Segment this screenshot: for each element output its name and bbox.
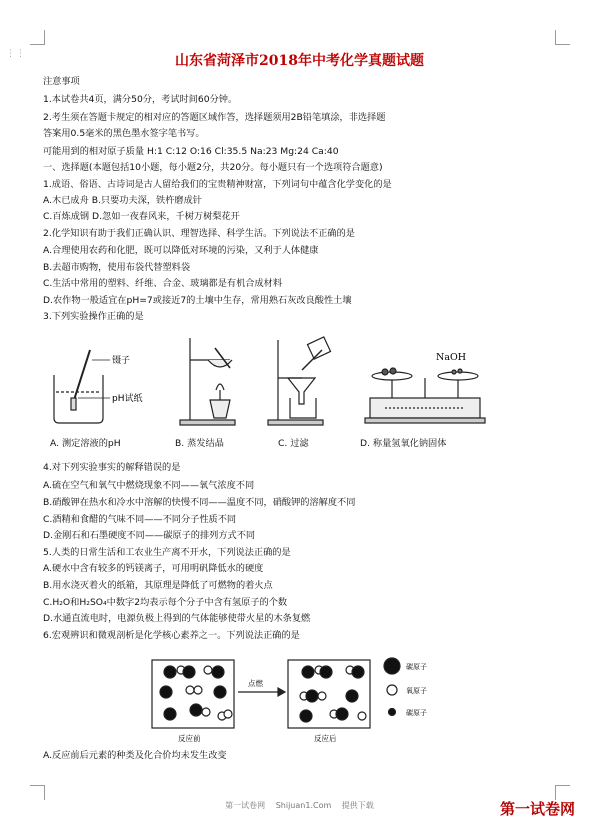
text-line: C.生活中常用的塑料、纤维、合金、玻璃都是有机合成材料 <box>43 278 283 289</box>
filtration-apparatus <box>268 337 331 425</box>
text-line: C.百炼成钢 D.忽如一夜春风来，千树万树梨花开 <box>43 211 240 222</box>
text-line: D.水通直流电时，电源负极上得到的气体能够使带火星的木条复燃 <box>43 613 311 624</box>
text-line: C.酒精和食醋的气味不同——不同分子性质不同 <box>43 514 237 525</box>
before-label: 反应前 <box>178 734 201 743</box>
legend-item: 氧原子 <box>406 687 427 695</box>
text-line: 1.成语、俗语、古诗词是古人留给我们的宝贵精神财富，下列词句中蕴含化学变化的是 <box>43 179 392 190</box>
text-line: A.木已成舟 B.只要功夫深，铁杵磨成针 <box>43 195 202 206</box>
text-line: B.用水浇灭着火的纸箱，其原理是降低了可燃物的着火点 <box>43 580 273 591</box>
text-line: B.硝酸钾在热水和冷水中溶解的快慢不同——温度不同，硝酸钾的溶解度不同 <box>43 497 356 508</box>
evaporation-apparatus <box>180 338 235 425</box>
ph-paper-label: pH试纸 <box>112 394 143 404</box>
caption-a: A. 测定溶液的pH <box>50 438 121 449</box>
text-line: 6.宏观辨识和微观剖析是化学核心素养之一。下列说法正确的是 <box>43 630 300 641</box>
ph-test-apparatus <box>54 350 110 423</box>
legend-item: 碳原子 <box>406 663 427 671</box>
text-line: A.硬水中含有较多的钙镁离子，可用明矾降低水的硬度 <box>43 563 264 574</box>
text-line: C.H₂O和H₂SO₄中数字2均表示每个分子中含有氢原子的个数 <box>43 597 288 608</box>
crop-mark-top-right <box>555 30 570 45</box>
text-line: 注意事项 <box>43 76 80 87</box>
legend <box>384 658 400 716</box>
caption-b: B. 蒸发结晶 <box>175 438 224 449</box>
drag-handle-icon[interactable]: ⋮⋮ <box>6 49 26 59</box>
naoh-label: NaOH <box>436 352 467 363</box>
text-line: D.金刚石和石墨硬度不同——碳原子的排列方式不同 <box>43 530 256 541</box>
tweezers-label: 镊子 <box>112 356 131 366</box>
text-line: 1.本试卷共4页，满分50分，考试时间60分钟。 <box>43 94 238 105</box>
reaction-diagram <box>140 652 480 747</box>
before-box <box>152 660 234 728</box>
balance-apparatus <box>365 368 485 423</box>
lab-apparatus-figure <box>40 330 560 430</box>
text-line: 3.下列实验操作正确的是 <box>43 311 144 322</box>
caption-c: C. 过滤 <box>278 438 309 449</box>
legend-item: 碳原子 <box>406 709 427 717</box>
caption-d: D. 称量氢氧化钠固体 <box>360 438 447 449</box>
page-title: 山东省菏泽市2018年中考化学真题试题 <box>175 53 424 69</box>
text-line: A.合理使用农药和化肥，既可以降低对环境的污染，又利于人体健康 <box>43 245 319 256</box>
reaction-arrow <box>238 688 285 696</box>
text-line: A.硫在空气和氧气中燃烧现象不同——氧气浓度不同 <box>43 480 255 491</box>
text-line: D.农作物一般适宜在pH=7或接近7的土壤中生存，常用熟石灰改良酸性土壤 <box>43 295 352 306</box>
text-line: 5.人类的日常生活和工农业生产离不开水，下列说法正确的是 <box>43 547 291 558</box>
text-line: B.去超市购物，使用布袋代替塑料袋 <box>43 262 191 273</box>
text-line: 一、选择题(本题包括10小题，每小题2分，共20分。每小题只有一个选项符合题意) <box>43 162 383 173</box>
text-line: 2.化学知识有助于我们正确认识、理智选择、科学生活。下列说法不正确的是 <box>43 228 355 239</box>
arrow-label: 点燃 <box>248 679 263 688</box>
text-line: A.反应前后元素的种类及化合价均未发生改变 <box>43 750 227 761</box>
text-line: 答案用0.5毫米的黑色墨水签字笔书写。 <box>43 128 205 139</box>
brand-logo: 第一试卷网 <box>499 800 575 818</box>
crop-mark-top-left <box>30 30 45 45</box>
text-line: 4.对下列实验事实的解释错误的是 <box>43 462 181 473</box>
text-line: 2.考生须在答题卡规定的相对应的答题区域作答，选择题须用2B铅笔填涂，非选择题 <box>43 112 386 123</box>
text-line: 可能用到的相对原子质量 H:1 C:12 O:16 Cl:35.5 Na:23 Mg:24 Ca:40 <box>43 146 339 157</box>
crop-mark-bottom-left <box>30 785 45 800</box>
after-label: 反应后 <box>314 734 337 743</box>
after-box <box>288 660 370 728</box>
page-footer: 第一试卷网 Shijuan1.Com 提供下载 <box>225 801 374 810</box>
